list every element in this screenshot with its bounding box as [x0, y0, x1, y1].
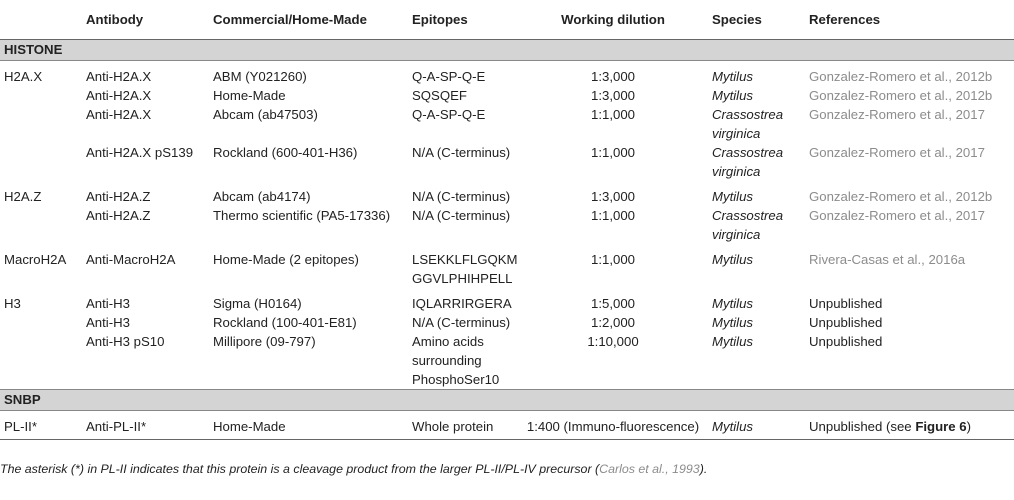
table-row — [0, 411, 1014, 440]
cell-antibody: Anti-H3 — [86, 315, 130, 330]
cell-epitopes — [408, 244, 518, 288]
epitope-line: Q-A-SP-Q-E — [412, 107, 486, 122]
epitope-line: GGVLPHIHPELL — [412, 271, 513, 286]
reference-text: Unpublished (see — [809, 419, 916, 434]
cell-source: Thermo scientific (PA5-17336) — [213, 208, 391, 223]
cell-antibody: Anti-H2A.X — [86, 69, 152, 84]
cell-dilution: 1:10,000 — [587, 334, 639, 349]
cell-dilution: 1:5,000 — [591, 296, 635, 311]
reference-text[interactable]: Rivera-Casas et al., 2016a — [809, 252, 966, 267]
reference-text[interactable]: Gonzalez-Romero et al., 2017 — [809, 107, 985, 122]
species-line: Mytilus — [712, 189, 754, 204]
cell-antibody: Anti-MacroH2A — [86, 252, 176, 267]
cell-epitopes — [408, 206, 518, 244]
cell-epitopes — [408, 143, 518, 181]
species-line: Crassostrea — [712, 208, 784, 223]
epitope-line: IQLARRIRGERA — [412, 296, 512, 311]
table-body — [0, 40, 1014, 440]
species-line: Mytilus — [712, 88, 754, 103]
cell-antibody: Anti-H2A.Z — [86, 189, 151, 204]
table-row — [0, 86, 1014, 105]
epitope-line: N/A (C-terminus) — [412, 189, 511, 204]
cell-epitopes — [408, 61, 518, 87]
table-row — [0, 332, 1014, 390]
cell-reference[interactable] — [805, 61, 1014, 87]
cell-dilution: 1:2,000 — [591, 315, 635, 330]
cell-reference[interactable] — [805, 86, 1014, 105]
cell-antibody: Anti-H2A.X — [86, 88, 152, 103]
cell-epitopes — [408, 288, 518, 313]
header-source: Commercial/Home-Made — [209, 0, 408, 40]
cell-reference — [805, 411, 1014, 440]
footnote-text: The asterisk (*) in PL-II indicates that this protein is a cleavage product from the larger PL-II/PL-IV precursor ( — [0, 462, 600, 476]
table-row — [0, 105, 1014, 143]
cell-species — [708, 244, 805, 288]
cell-antibody: Anti-H3 pS10 — [86, 334, 165, 349]
cell-species — [708, 288, 805, 313]
cell-dilution: 1:3,000 — [591, 88, 635, 103]
reference-text[interactable]: Gonzalez-Romero et al., 2012b — [809, 69, 993, 84]
reference-text[interactable]: Gonzalez-Romero et al., 2017 — [809, 208, 985, 223]
reference-text: Unpublished — [809, 334, 883, 349]
cell-reference[interactable] — [805, 206, 1014, 244]
reference-end: ) — [966, 419, 972, 434]
cell-histone: MacroH2A — [4, 252, 67, 267]
cell-reference — [805, 332, 1014, 390]
cell-histone — [0, 143, 82, 181]
species-line: virginica — [712, 227, 761, 242]
header-antibody: Antibody — [82, 0, 209, 40]
reference-text: Unpublished — [809, 296, 883, 311]
cell-source: Home-Made — [213, 88, 286, 103]
species-line: Mytilus — [712, 315, 754, 330]
cell-antibody: Anti-H2A.X — [86, 107, 152, 122]
cell-species — [708, 143, 805, 181]
cell-histone — [0, 313, 82, 332]
species-line: Mytilus — [712, 419, 754, 434]
cell-histone: PL-II* — [0, 411, 82, 440]
cell-source: Abcam (ab4174) — [213, 189, 311, 204]
cell-source: Abcam (ab47503) — [213, 107, 318, 122]
cell-dilution: 1:400 (Immuno-fluorescence) — [518, 411, 708, 440]
cell-source: Rockland (100-401-E81) — [213, 315, 357, 330]
cell-source: Millipore (09-797) — [213, 334, 316, 349]
reference-figure-link[interactable]: Figure 6 — [915, 419, 967, 434]
cell-antibody: Anti-H2A.X pS139 — [86, 145, 194, 160]
cell-dilution: 1:3,000 — [591, 189, 635, 204]
header-species: Species — [708, 0, 805, 40]
table-footnote — [0, 462, 707, 476]
species-line: Mytilus — [712, 69, 754, 84]
cell-species — [708, 206, 805, 244]
cell-reference — [805, 313, 1014, 332]
cell-histone — [0, 86, 82, 105]
epitope-line: surrounding — [412, 353, 482, 368]
cell-source: Sigma (H0164) — [213, 296, 302, 311]
cell-source: Home-Made (2 epitopes) — [213, 252, 359, 267]
epitope-line: SQSQEF — [412, 88, 467, 103]
cell-species — [708, 411, 805, 440]
header-histone — [0, 0, 82, 40]
cell-species — [708, 86, 805, 105]
species-line: Mytilus — [712, 252, 754, 267]
reference-text[interactable]: Gonzalez-Romero et al., 2012b — [809, 88, 993, 103]
cell-histone — [0, 332, 82, 390]
cell-dilution: 1:1,000 — [591, 208, 635, 223]
cell-source: Home-Made — [209, 411, 408, 440]
reference-text[interactable]: Gonzalez-Romero et al., 2017 — [809, 145, 985, 160]
epitope-line: Amino acids — [412, 334, 484, 349]
cell-species — [708, 105, 805, 143]
section-title: HISTONE — [0, 40, 1014, 61]
epitope-line: Whole protein — [412, 419, 494, 434]
reference-text[interactable]: Gonzalez-Romero et al., 2012b — [809, 189, 993, 204]
species-line: Crassostrea — [712, 107, 784, 122]
epitope-line: PhosphoSer10 — [412, 372, 500, 387]
cell-source: ABM (Y021260) — [213, 69, 307, 84]
section-row — [0, 390, 1014, 411]
section-title: SNBP — [0, 390, 1014, 411]
cell-dilution: 1:1,000 — [591, 252, 635, 267]
cell-reference[interactable] — [805, 244, 1014, 288]
cell-histone — [0, 105, 82, 143]
footnote-end: ). — [699, 462, 708, 476]
cell-histone: H2A.Z — [4, 189, 42, 204]
cell-reference — [805, 288, 1014, 313]
table-row — [0, 143, 1014, 181]
epitope-line: N/A (C-terminus) — [412, 208, 511, 223]
epitope-line: N/A (C-terminus) — [412, 145, 511, 160]
cell-species — [708, 313, 805, 332]
epitope-line: N/A (C-terminus) — [412, 315, 511, 330]
table-row — [0, 61, 1014, 87]
cell-dilution: 1:1,000 — [591, 107, 635, 122]
cell-species — [708, 181, 805, 206]
cell-antibody: Anti-PL-II* — [82, 411, 209, 440]
cell-epitopes — [408, 105, 518, 143]
species-line: Crassostrea — [712, 145, 784, 160]
section-row — [0, 40, 1014, 61]
species-line: Mytilus — [712, 334, 754, 349]
cell-dilution: 1:1,000 — [591, 145, 635, 160]
species-line: virginica — [712, 164, 761, 179]
cell-species — [708, 61, 805, 87]
header-dilution: Working dilution — [518, 0, 708, 40]
cell-reference[interactable] — [805, 105, 1014, 143]
cell-epitopes — [408, 411, 518, 440]
cell-epitopes — [408, 181, 518, 206]
cell-dilution: 1:3,000 — [591, 69, 635, 84]
header-epitopes: Epitopes — [408, 0, 518, 40]
header-references: References — [805, 0, 1014, 40]
cell-reference[interactable] — [805, 181, 1014, 206]
cell-epitopes — [408, 86, 518, 105]
table-row — [0, 288, 1014, 313]
cell-epitopes — [408, 332, 518, 390]
cell-antibody: Anti-H2A.Z — [86, 208, 151, 223]
table-row — [0, 206, 1014, 244]
epitope-line: Q-A-SP-Q-E — [412, 69, 486, 84]
species-line: virginica — [712, 126, 761, 141]
reference-text: Unpublished — [809, 315, 883, 330]
cell-reference[interactable] — [805, 143, 1014, 181]
species-line: Mytilus — [712, 296, 754, 311]
header-row — [0, 0, 1014, 40]
table-row — [0, 244, 1014, 288]
cell-epitopes — [408, 313, 518, 332]
cell-antibody: Anti-H3 — [86, 296, 130, 311]
cell-species — [708, 332, 805, 390]
table-row — [0, 313, 1014, 332]
cell-histone: H3 — [4, 296, 21, 311]
footnote-citation-link[interactable]: Carlos et al., 1993 — [599, 462, 700, 476]
table-row — [0, 181, 1014, 206]
cell-histone: H2A.X — [4, 69, 43, 84]
cell-histone — [0, 206, 82, 244]
epitope-line: LSEKKLFLGQKM — [412, 252, 518, 267]
cell-source: Rockland (600-401-H36) — [213, 145, 358, 160]
